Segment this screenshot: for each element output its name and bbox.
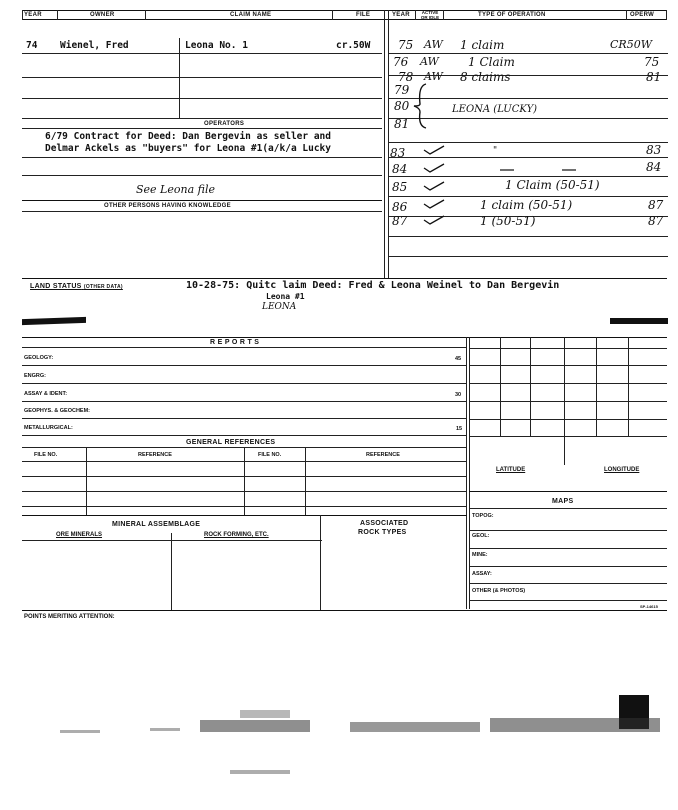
op-type-75: 1 claim [460,38,505,52]
scan-artifact-left [22,317,86,325]
form-number: SP-14615 [640,604,658,609]
op-year-85: 85 [392,180,408,194]
file-number: cr.50W [336,40,371,51]
rock-types-label: ROCK TYPES [358,529,407,536]
other-persons-label: OTHER PERSONS HAVING KNOWLEDGE [104,203,231,209]
op-code-83: 83 [646,143,662,157]
op-code-78: 81 [646,70,662,84]
reports-geology: GEOLOGY: [24,355,54,361]
scan-noise [20,700,670,790]
operators-label: OPERATORS [204,121,245,127]
op-code-75: CR50W [610,38,653,51]
op-year-87: 87 [392,214,408,228]
operators-line-2: Delmar Ackels as "buyers" for Leona #1(a/k/a Lucky [45,143,331,154]
mineral-assemblage-title: MINERAL ASSEMBLAGE [112,521,201,528]
reports-assay-num: 30 [455,392,462,398]
longitude-label: LONGITUDE [604,467,640,473]
header-file: FILE [356,12,371,18]
scan-artifact-right [610,318,668,324]
maps-other: OTHER (& PHOTOS) [472,588,526,594]
rock-forming-label: ROCK FORMING, ETC. [204,532,269,538]
land-status-label [30,283,123,290]
reports-engrg: ENGRG: [24,373,46,379]
header-claim-name: CLAIM NAME [230,12,272,18]
reports-assay: ASSAY & IDENT: [24,391,68,397]
reports-metallurgical: METALLURGICAL: [24,425,73,431]
op-year-80: 80 [394,99,410,113]
op-type-86: 1 claim (50-51) [480,198,573,212]
maps-mine: MINE: [472,552,488,558]
op-year-83: 83 [390,146,406,160]
land-status-sub1: Leona #1 [266,292,305,301]
op-type-87: 1 (50-51) [480,214,536,228]
op-code-86: 87 [648,198,664,212]
header-year: YEAR [24,12,42,18]
general-references-title: GENERAL REFERENCES [186,439,276,446]
reports-metallurgical-num: 15 [456,426,463,432]
op-status-75: AW [424,38,443,51]
header-type-of-operation: TYPE OF OPERATION [478,12,546,18]
op-type-leona-lucky: LEONA (LUCKY) [452,104,538,115]
op-type-83: " [493,146,498,156]
header-year-ops: YEAR [392,12,410,18]
op-code-84: 84 [646,160,662,174]
maps-title: MAPS [552,498,574,505]
op-year-86: 86 [392,200,408,214]
claim-name: Leona No. 1 [185,40,248,51]
maps-assay: ASSAY: [472,571,492,577]
header-owner: OWNER [90,12,115,18]
operators-signature: See Leona file [136,183,215,196]
op-type-76: 1 Claim [468,55,515,69]
op-year-79: 79 [394,83,410,97]
op-status-78: AW [424,70,443,83]
ore-minerals-label: ORE MINERALS [56,532,103,538]
latitude-label: LATITUDE [496,467,526,473]
genref-col-file-2: FILE NO. [258,452,282,458]
land-status-text: 10-28-75: Quitc laim Deed: Fred & Leona Weinel to Dan Bergevin [186,280,560,291]
genref-col-file-1: FILE NO. [34,452,58,458]
op-code-87: 87 [648,214,664,228]
op-year-76: 76 [393,55,409,69]
reports-geology-num: 45 [455,356,462,362]
op-type-78: 8 claims [460,70,511,84]
operators-line-1: 6/79 Contract for Deed: Dan Bergevin as seller and [45,131,331,142]
op-status-76: AW [420,55,439,68]
op-year-75: 75 [398,38,414,52]
op-year-84: 84 [392,162,408,176]
reports-title: R E P O R T S [210,339,260,346]
associated-label: ASSOCIATED [360,520,409,527]
land-status-label-small: (OTHER DATA) [83,284,123,290]
brace-icon [412,82,432,130]
header-recording: OPERW [630,12,655,18]
op-year-81: 81 [394,117,410,131]
land-status-label-text: LAND STATUS [30,283,82,290]
owner-name: Wienel, Fred [60,40,129,51]
maps-geol: GEOL: [472,533,490,539]
reports-geophys: GEOPHYS. & GEOCHEM: [24,408,91,414]
tick-marks [404,140,664,240]
op-code-76: 75 [644,55,660,69]
genref-col-ref-2: REFERENCE [366,452,400,458]
op-type-85: 1 Claim (50-51) [505,178,600,192]
header-active-idle: ACTIVE OR IDLE [420,10,440,20]
owner-year: 74 [26,40,38,51]
land-status-sub2: LEONA [262,302,297,312]
genref-col-ref-1: REFERENCE [138,452,172,458]
maps-topog: TOPOG: [472,513,494,519]
points-meriting-attention: POINTS MERITING ATTENTION: [24,614,115,620]
op-year-78: 78 [398,70,414,84]
